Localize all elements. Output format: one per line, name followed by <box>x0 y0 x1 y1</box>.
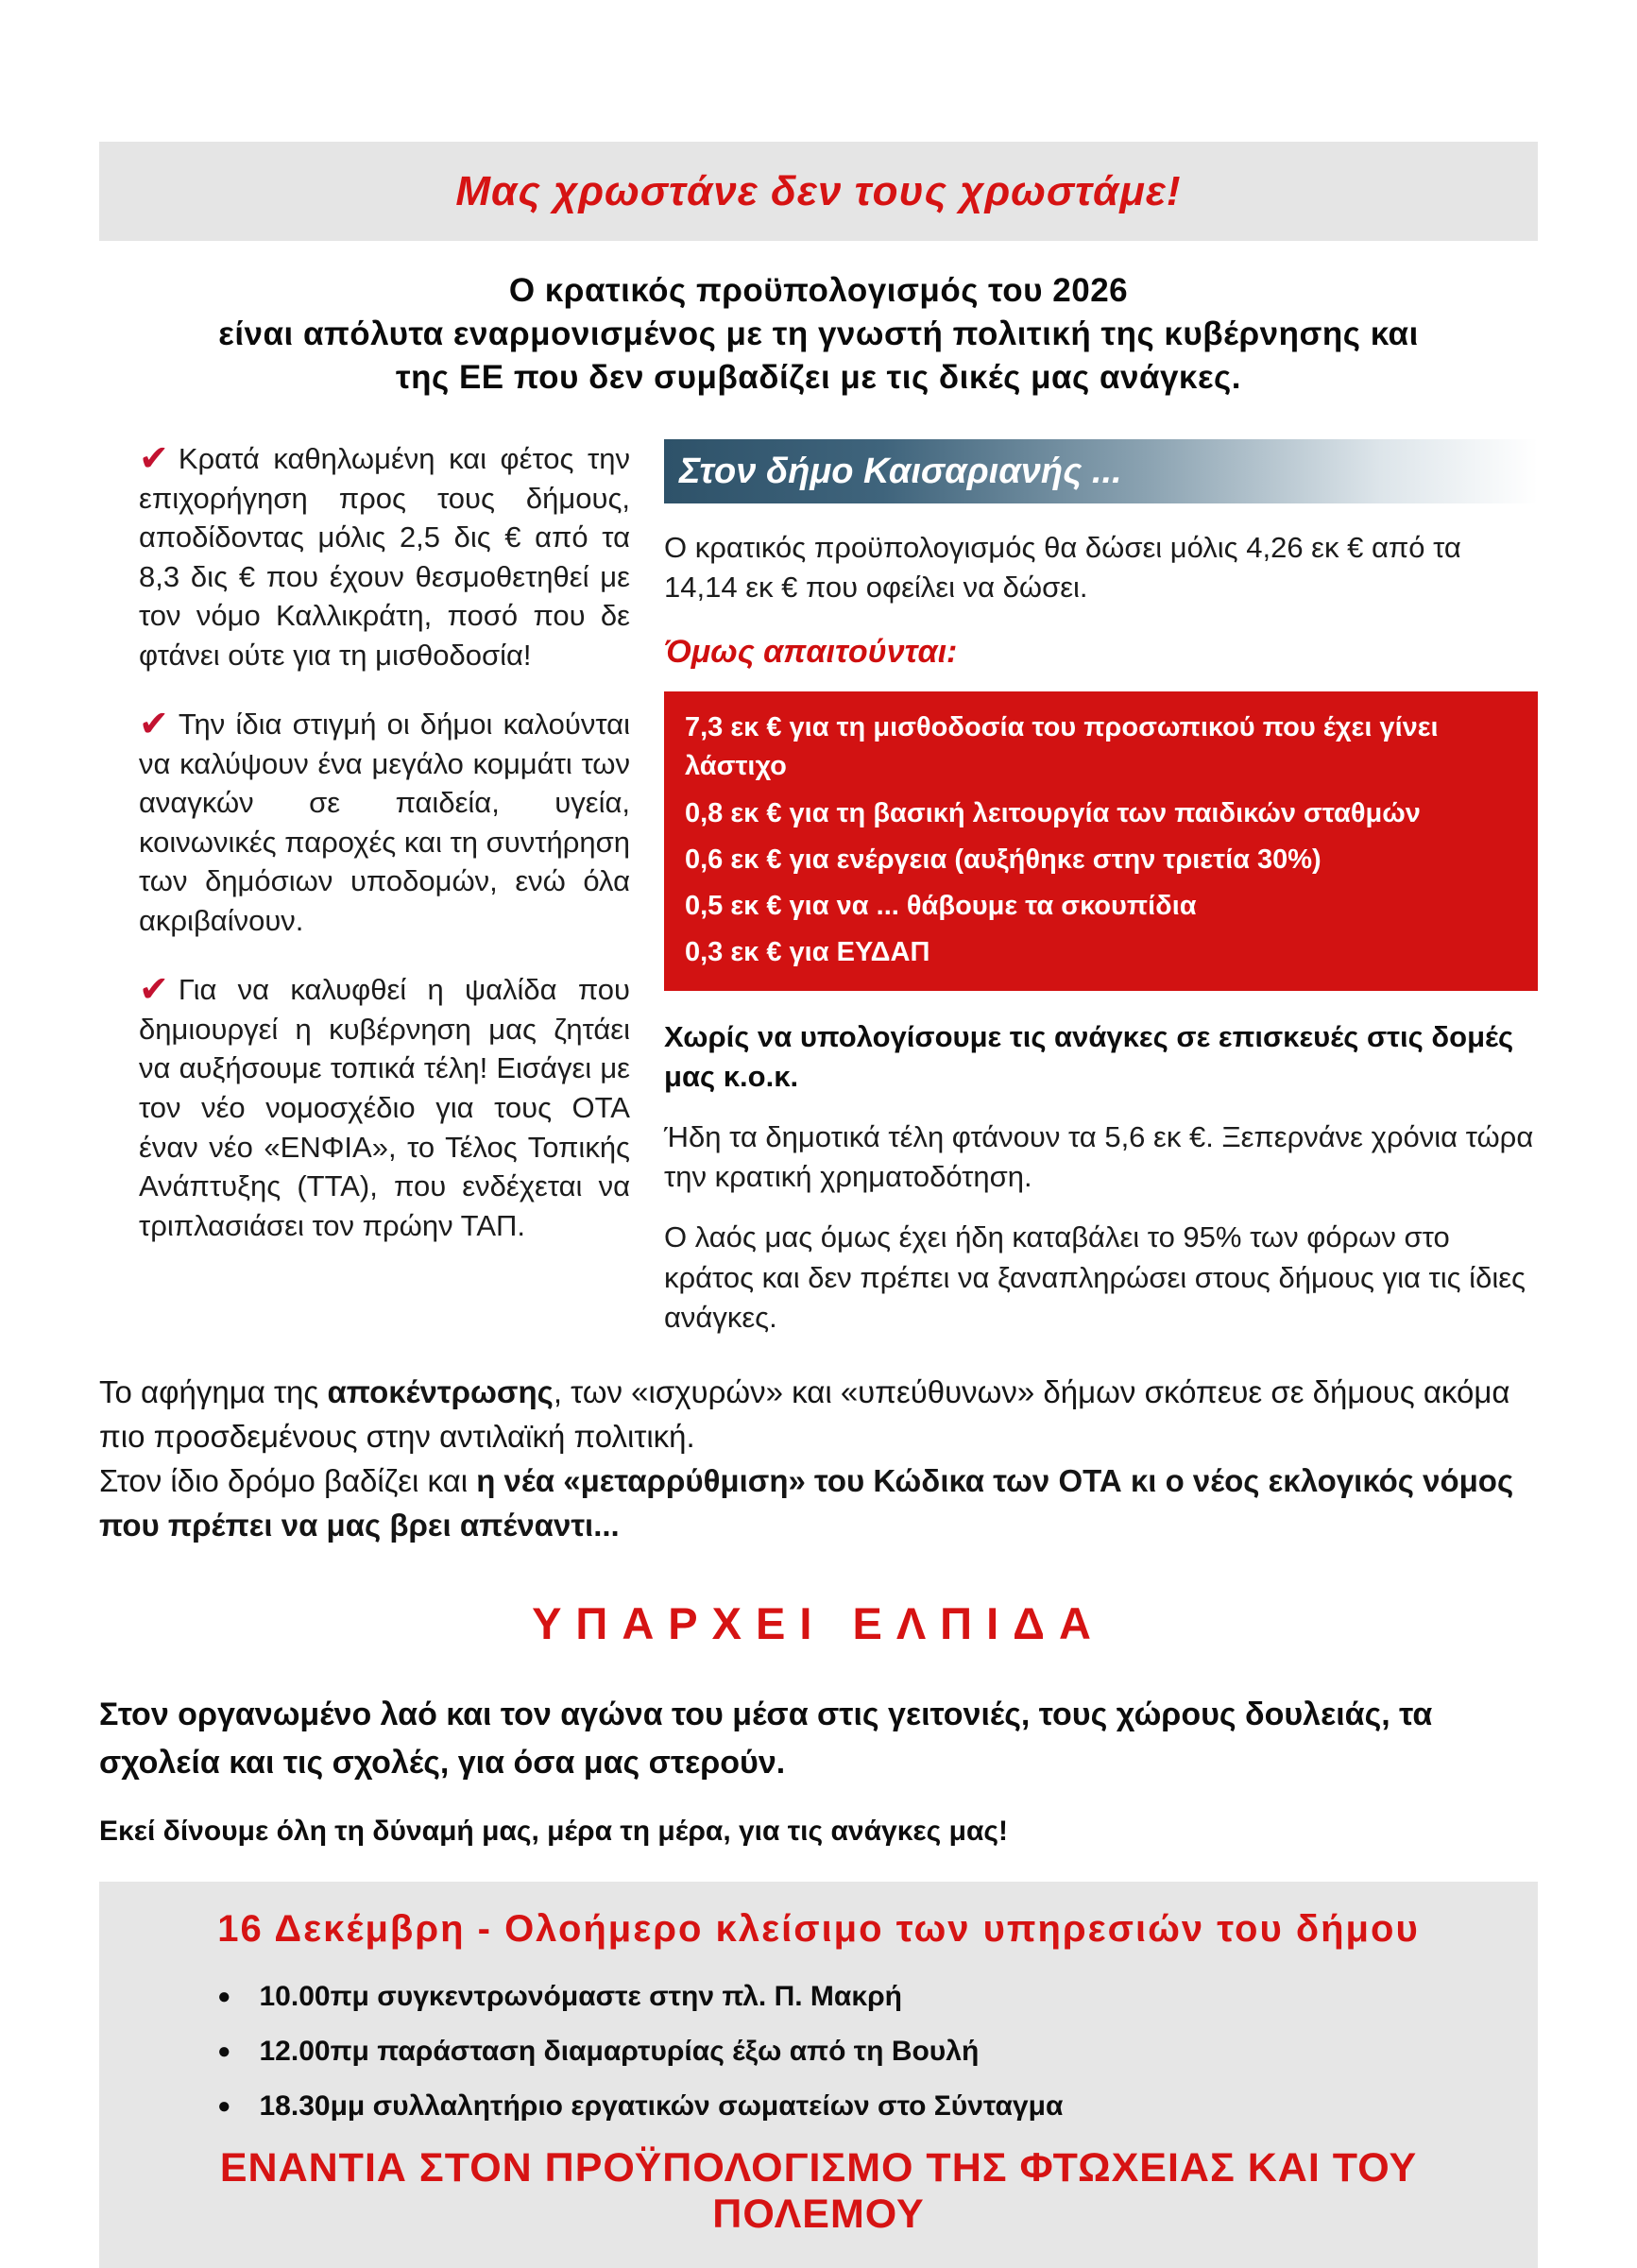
narrative-text: Το αφήγημα της <box>99 1373 328 1409</box>
red-box-item: 7,3 εκ € για τη μισθοδοσία του προσωπικού που έχει γίνει λάστιχο <box>685 712 1439 782</box>
banner-slogan: Μας χρωστάνε δεν τους χρωστάμε! <box>455 167 1182 214</box>
left-paragraph-2-text: Την ίδια στιγμή οι δήμοι καλούνται να καλύψουν ένα μεγάλο κομμάτι των αναγκών σε παιδεία, υγεία, κοινωνικές παροχές και τη συντήρηση των δημόσιων υποδομών, ενώ όλα ακριβαίνουν. <box>139 708 630 937</box>
main-title-line-3: της ΕΕ που δεν συμβαδίζει με τις δικές μας ανάγκες. <box>396 359 1241 396</box>
red-box-item: 0,8 εκ € για τη βασική λειτουργία των παιδικών σταθμών <box>685 797 1421 828</box>
left-paragraph-3-text: Για να καλυφθεί η ψαλίδα που δημιουργεί η κυβέρνηση μας ζητάει να αυξήσουμε τοπικά τέλη! Εισάγει με τον νέο νομοσχέδιο για τους ΟΤΑ έναν νέο «ΕΝΦΙΑ», το Τέλος Τοπικής Ανάπτυξης (ΤΤΑ), που ενδέχεται να τριπλασιάσει τον πρώην ΤΑΠ. <box>139 973 630 1242</box>
repairs-note: Χωρίς να υπολογίσουμε τις ανάγκες σε επισκευές στις δομές μας κ.ο.κ. <box>664 1020 1514 1094</box>
decentralization-line-1 <box>99 1370 1538 1458</box>
main-title <box>99 269 1538 400</box>
two-column-section <box>99 439 1538 1338</box>
event-item-text: 18.30μμ συλλαλητήριο εργατικών σωματείων στο Σύνταγμα <box>259 2089 1064 2122</box>
municipality-header-text: Στον δήμο Καισαριανής ... <box>679 451 1122 491</box>
event-item <box>217 2036 1519 2068</box>
red-box-item: 0,3 εκ € για ΕΥΔΑΠ <box>685 937 930 968</box>
event-title: 16 Δεκέμβρη - Ολοήμερο κλείσιμο των υπηρεσιών του δήμου <box>217 1907 1420 1950</box>
checkmark-icon: ✔ <box>139 439 169 479</box>
red-box-item: 0,5 εκ € για να ... θάβουμε τα σκουπίδια <box>685 891 1197 921</box>
hope-heading: ΥΠΑΡΧΕΙ ΕΛΠΙΔΑ <box>532 1597 1105 1648</box>
decentralization-line-2 <box>99 1458 1538 1547</box>
narrative-bold-text: η νέα «μεταρρύθμιση» του Κώδικα των ΟΤΑ κι ο νέος εκλογικός νόμος που πρέπει να μας βρει απέναντι... <box>99 1463 1514 1543</box>
hope-slogan: Εκεί δίνουμε όλη τη δύναμή μας, μέρα τη μέρα, για τις ανάγκες μας! <box>99 1815 1008 1847</box>
event-panel <box>99 1882 1538 2268</box>
event-list <box>217 1981 1519 2123</box>
requirements-heading: Όμως απαιτούνται: <box>664 634 958 671</box>
event-item <box>217 2090 1519 2123</box>
left-column <box>99 439 630 1338</box>
checkmark-icon: ✔ <box>139 705 169 745</box>
main-title-line-2: είναι απόλυτα εναρμονισμένος με τη γνωστή πολιτική της κυβέρνησης και <box>218 315 1419 352</box>
narrative-bold-text: αποκέντρωσης <box>327 1373 554 1409</box>
red-box-item: 0,6 εκ € για ενέργεια (αυξήθηκε στην τριετία 30%) <box>685 844 1322 875</box>
left-paragraph-1-text: Κρατά καθηλωμένη και φέτος την επιχορήγηση προς τους δήμους, αποδίδοντας μόλις 2,5 δις € από τα 8,3 δις € που έχουν θεσμοθετηθεί με τον νόμο Καλλικράτη, ποσό που δε φτάνει ούτε για τη μισθοδοσία! <box>139 442 630 672</box>
main-title-line-1: Ο κρατικός προϋπολογισμός του 2026 <box>508 272 1129 309</box>
event-item <box>217 1981 1519 2013</box>
header-banner <box>99 142 1538 241</box>
event-footer-slogan: ΕΝΑΝΤΙΑ ΣΤΟΝ ΠΡΟΫΠΟΛΟΓΙΣΜΟ ΤΗΣ ΦΤΩΧΕΙΑΣ ΚΑΙ ΤΟΥ ΠΟΛΕΜΟΥ <box>219 2144 1418 2237</box>
bullet-icon: ● <box>217 2092 231 2119</box>
event-item-text: 10.00πμ συγκεντρωνόμαστε στην πλ. Π. Μακρή <box>259 1980 902 2012</box>
municipality-header-bar <box>664 439 1538 503</box>
left-paragraph-3 <box>139 970 630 1245</box>
decentralization-paragraph <box>99 1370 1538 1548</box>
hope-paragraph: Στον οργανωμένο λαό και τον αγώνα του μέσα στις γειτονιές, τους χώρους δουλειάς, τα σχολεία και τις σχολές, για όσα μας στερούν. <box>99 1696 1433 1781</box>
event-item-text: 12.00πμ παράσταση διαμαρτυρίας έξω από τη Βουλή <box>259 2035 980 2067</box>
taxes-paragraph: Ο λαός μας όμως έχει ήδη καταβάλει το 95% των φόρων στο κράτος και δεν πρέπει να ξαναπληρώσει στους δήμους για τις ίδιες ανάγκες. <box>664 1220 1526 1334</box>
checkmark-icon: ✔ <box>139 970 169 1011</box>
budget-intro-paragraph: Ο κρατικός προϋπολογισμός θα δώσει μόλις 4,26 εκ € από τα 14,14 εκ € που οφείλει να δώσει. <box>664 531 1461 605</box>
left-paragraph-1 <box>139 439 630 674</box>
narrative-text: Στον ίδιο δρόμο βαδίζει και <box>99 1463 477 1499</box>
municipal-fees-paragraph: Ήδη τα δημοτικά τέλη φτάνουν τα 5,6 εκ €. Ξεπερνάνε χρόνια τώρα την κρατική χρηματοδότηση. <box>664 1120 1534 1194</box>
right-column <box>664 439 1538 1338</box>
left-paragraph-2 <box>139 705 630 940</box>
requirements-red-box <box>664 691 1538 991</box>
narrative-text: , των «ισχυρών» και «υπεύθυνων» δήμων σκόπευε σε δήμους ακόμα πιο προσδεμένους στην αντιλαϊκή πολιτική. <box>99 1373 1510 1454</box>
bullet-icon: ● <box>217 1983 231 2009</box>
bullet-icon: ● <box>217 2038 231 2064</box>
